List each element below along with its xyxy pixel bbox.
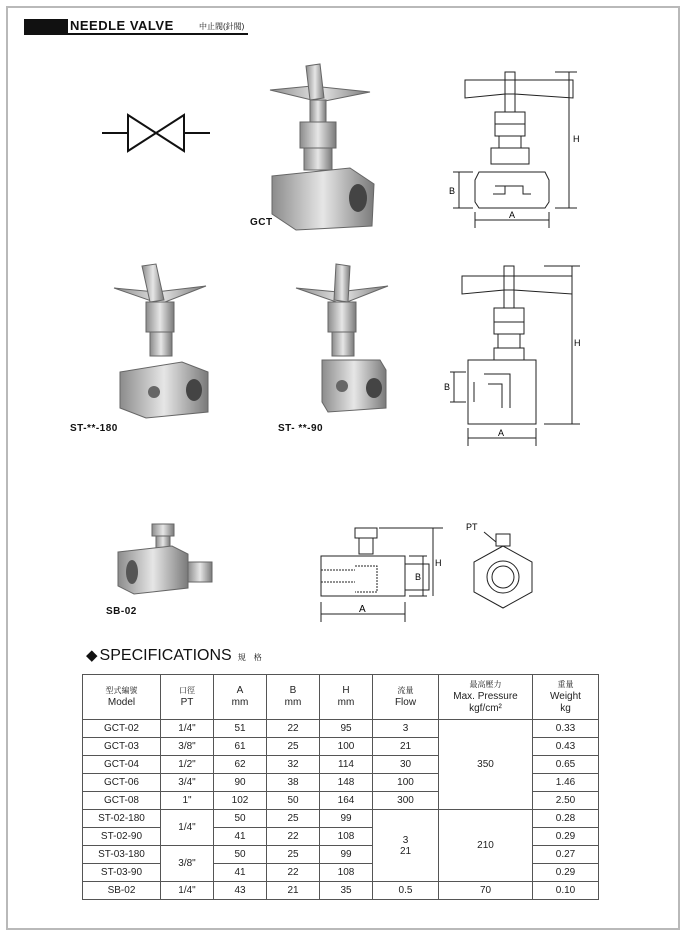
cell-a: 62 (214, 756, 267, 774)
cell-model: GCT-08 (83, 792, 161, 810)
col-header-pt: 口徑 PT (161, 675, 214, 720)
specifications-title: SPECIFICATIONS (99, 647, 232, 664)
cell-model: GCT-06 (83, 774, 161, 792)
cell-pt: 1/2" (161, 756, 214, 774)
gct-label: GCT (250, 217, 273, 228)
cell-h: 99 (320, 810, 373, 828)
cell-weight: 0.29 (533, 828, 599, 846)
cell-h: 108 (320, 828, 373, 846)
table-header-row (83, 675, 599, 720)
cell-a: 51 (214, 720, 267, 738)
sb-dim-h: H (435, 558, 442, 568)
cell-weight: 2.50 (533, 792, 599, 810)
cell-weight: 0.28 (533, 810, 599, 828)
cell-a: 61 (214, 738, 267, 756)
specifications-heading (86, 646, 262, 665)
page-title: NEEDLE VALVE (70, 18, 174, 33)
cell-a: 43 (214, 882, 267, 900)
sb-02-label: SB-02 (106, 606, 137, 617)
cell-weight: 0.27 (533, 846, 599, 864)
cell-b: 22 (267, 720, 320, 738)
cell-h: 100 (320, 738, 373, 756)
col-header-h: H mm (320, 675, 373, 720)
st-dim-a: A (498, 428, 505, 438)
header-bar (24, 19, 68, 33)
specifications-table (82, 674, 599, 900)
cell-flow: 21 (373, 738, 439, 756)
cell-model: SB-02 (83, 882, 161, 900)
cell-b: 25 (267, 846, 320, 864)
cell-flow: 300 (373, 792, 439, 810)
diamond-icon: ◆ (86, 647, 98, 664)
sb-dim-pt: PT (466, 522, 478, 532)
cell-flow: 100 (373, 774, 439, 792)
cell-pt: 3/8" (161, 846, 214, 882)
gct-valve-photo (262, 58, 382, 233)
sb-02-dimension-drawing (315, 522, 445, 626)
cell-pt: 1/4" (161, 720, 214, 738)
cell-h: 99 (320, 846, 373, 864)
cell-weight: 0.33 (533, 720, 599, 738)
cell-flow-st: 3 21 (373, 810, 439, 882)
cell-model: ST-03-180 (83, 846, 161, 864)
cell-weight: 0.43 (533, 738, 599, 756)
cell-h: 108 (320, 864, 373, 882)
st-180-valve-photo (112, 262, 212, 422)
cell-pt: 1/4" (161, 882, 214, 900)
cell-b: 50 (267, 792, 320, 810)
st-dim-h: H (574, 338, 581, 348)
cell-a: 102 (214, 792, 267, 810)
cell-b: 22 (267, 864, 320, 882)
cell-flow: 30 (373, 756, 439, 774)
cell-h: 95 (320, 720, 373, 738)
col-header-a: A mm (214, 675, 267, 720)
cell-pressure-gct: 350 (439, 720, 533, 810)
cell-h: 114 (320, 756, 373, 774)
cell-a: 41 (214, 864, 267, 882)
sb-02-photo (112, 520, 222, 600)
table-row (83, 810, 599, 828)
cell-h: 148 (320, 774, 373, 792)
sb-02-end-view-drawing (458, 520, 548, 610)
cell-model: ST-02-180 (83, 810, 161, 828)
cell-pressure-sb: 70 (439, 882, 533, 900)
table-row (83, 720, 599, 738)
col-header-pressure: 最高壓力 Max. Pressure kgf/cm² (439, 675, 533, 720)
col-header-weight: 重量 Weight kg (533, 675, 599, 720)
cell-pt: 3/4" (161, 774, 214, 792)
cell-h: 164 (320, 792, 373, 810)
st-dim-b: B (444, 382, 451, 392)
cell-pt: 1/4" (161, 810, 214, 846)
cell-pt: 3/8" (161, 738, 214, 756)
cell-a: 41 (214, 828, 267, 846)
col-header-b: B mm (267, 675, 320, 720)
cell-b: 32 (267, 756, 320, 774)
gct-dimension-drawing (445, 68, 595, 228)
table-row (83, 882, 599, 900)
col-header-model: 型式編號 Model (83, 675, 161, 720)
cell-weight: 0.65 (533, 756, 599, 774)
st-90-dimension-drawing (440, 262, 590, 448)
header-underline (24, 33, 248, 35)
cell-b: 21 (267, 882, 320, 900)
st-180-label: ST-**-180 (70, 423, 118, 434)
cell-b: 22 (267, 828, 320, 846)
cell-weight: 0.29 (533, 864, 599, 882)
page-subtitle: 中止閥(針閥) (199, 22, 245, 31)
gct-dim-b: B (449, 186, 456, 196)
cell-flow: 0.5 (373, 882, 439, 900)
cell-a: 50 (214, 846, 267, 864)
cell-pressure-st: 210 (439, 810, 533, 882)
st-90-label: ST- **-90 (278, 423, 324, 434)
gct-dim-a: A (509, 210, 516, 220)
cell-a: 50 (214, 810, 267, 828)
st-90-valve-photo (292, 262, 392, 422)
cell-h: 35 (320, 882, 373, 900)
cell-weight: 1.46 (533, 774, 599, 792)
gct-dim-h: H (573, 134, 580, 144)
cell-pt: 1" (161, 792, 214, 810)
cell-model: ST-03-90 (83, 864, 161, 882)
specifications-title-cn: 規 格 (237, 653, 262, 662)
sb-dim-b: B (415, 572, 422, 582)
cell-a: 90 (214, 774, 267, 792)
cell-model: GCT-04 (83, 756, 161, 774)
cell-b: 25 (267, 738, 320, 756)
cell-model: ST-02-90 (83, 828, 161, 846)
cell-b: 38 (267, 774, 320, 792)
cell-b: 25 (267, 810, 320, 828)
sb-dim-a: A (359, 604, 366, 615)
cell-model: GCT-02 (83, 720, 161, 738)
col-header-flow: 流量 Flow (373, 675, 439, 720)
cell-flow: 3 (373, 720, 439, 738)
cell-model: GCT-03 (83, 738, 161, 756)
valve-symbol-icon (100, 110, 212, 156)
cell-weight: 0.10 (533, 882, 599, 900)
